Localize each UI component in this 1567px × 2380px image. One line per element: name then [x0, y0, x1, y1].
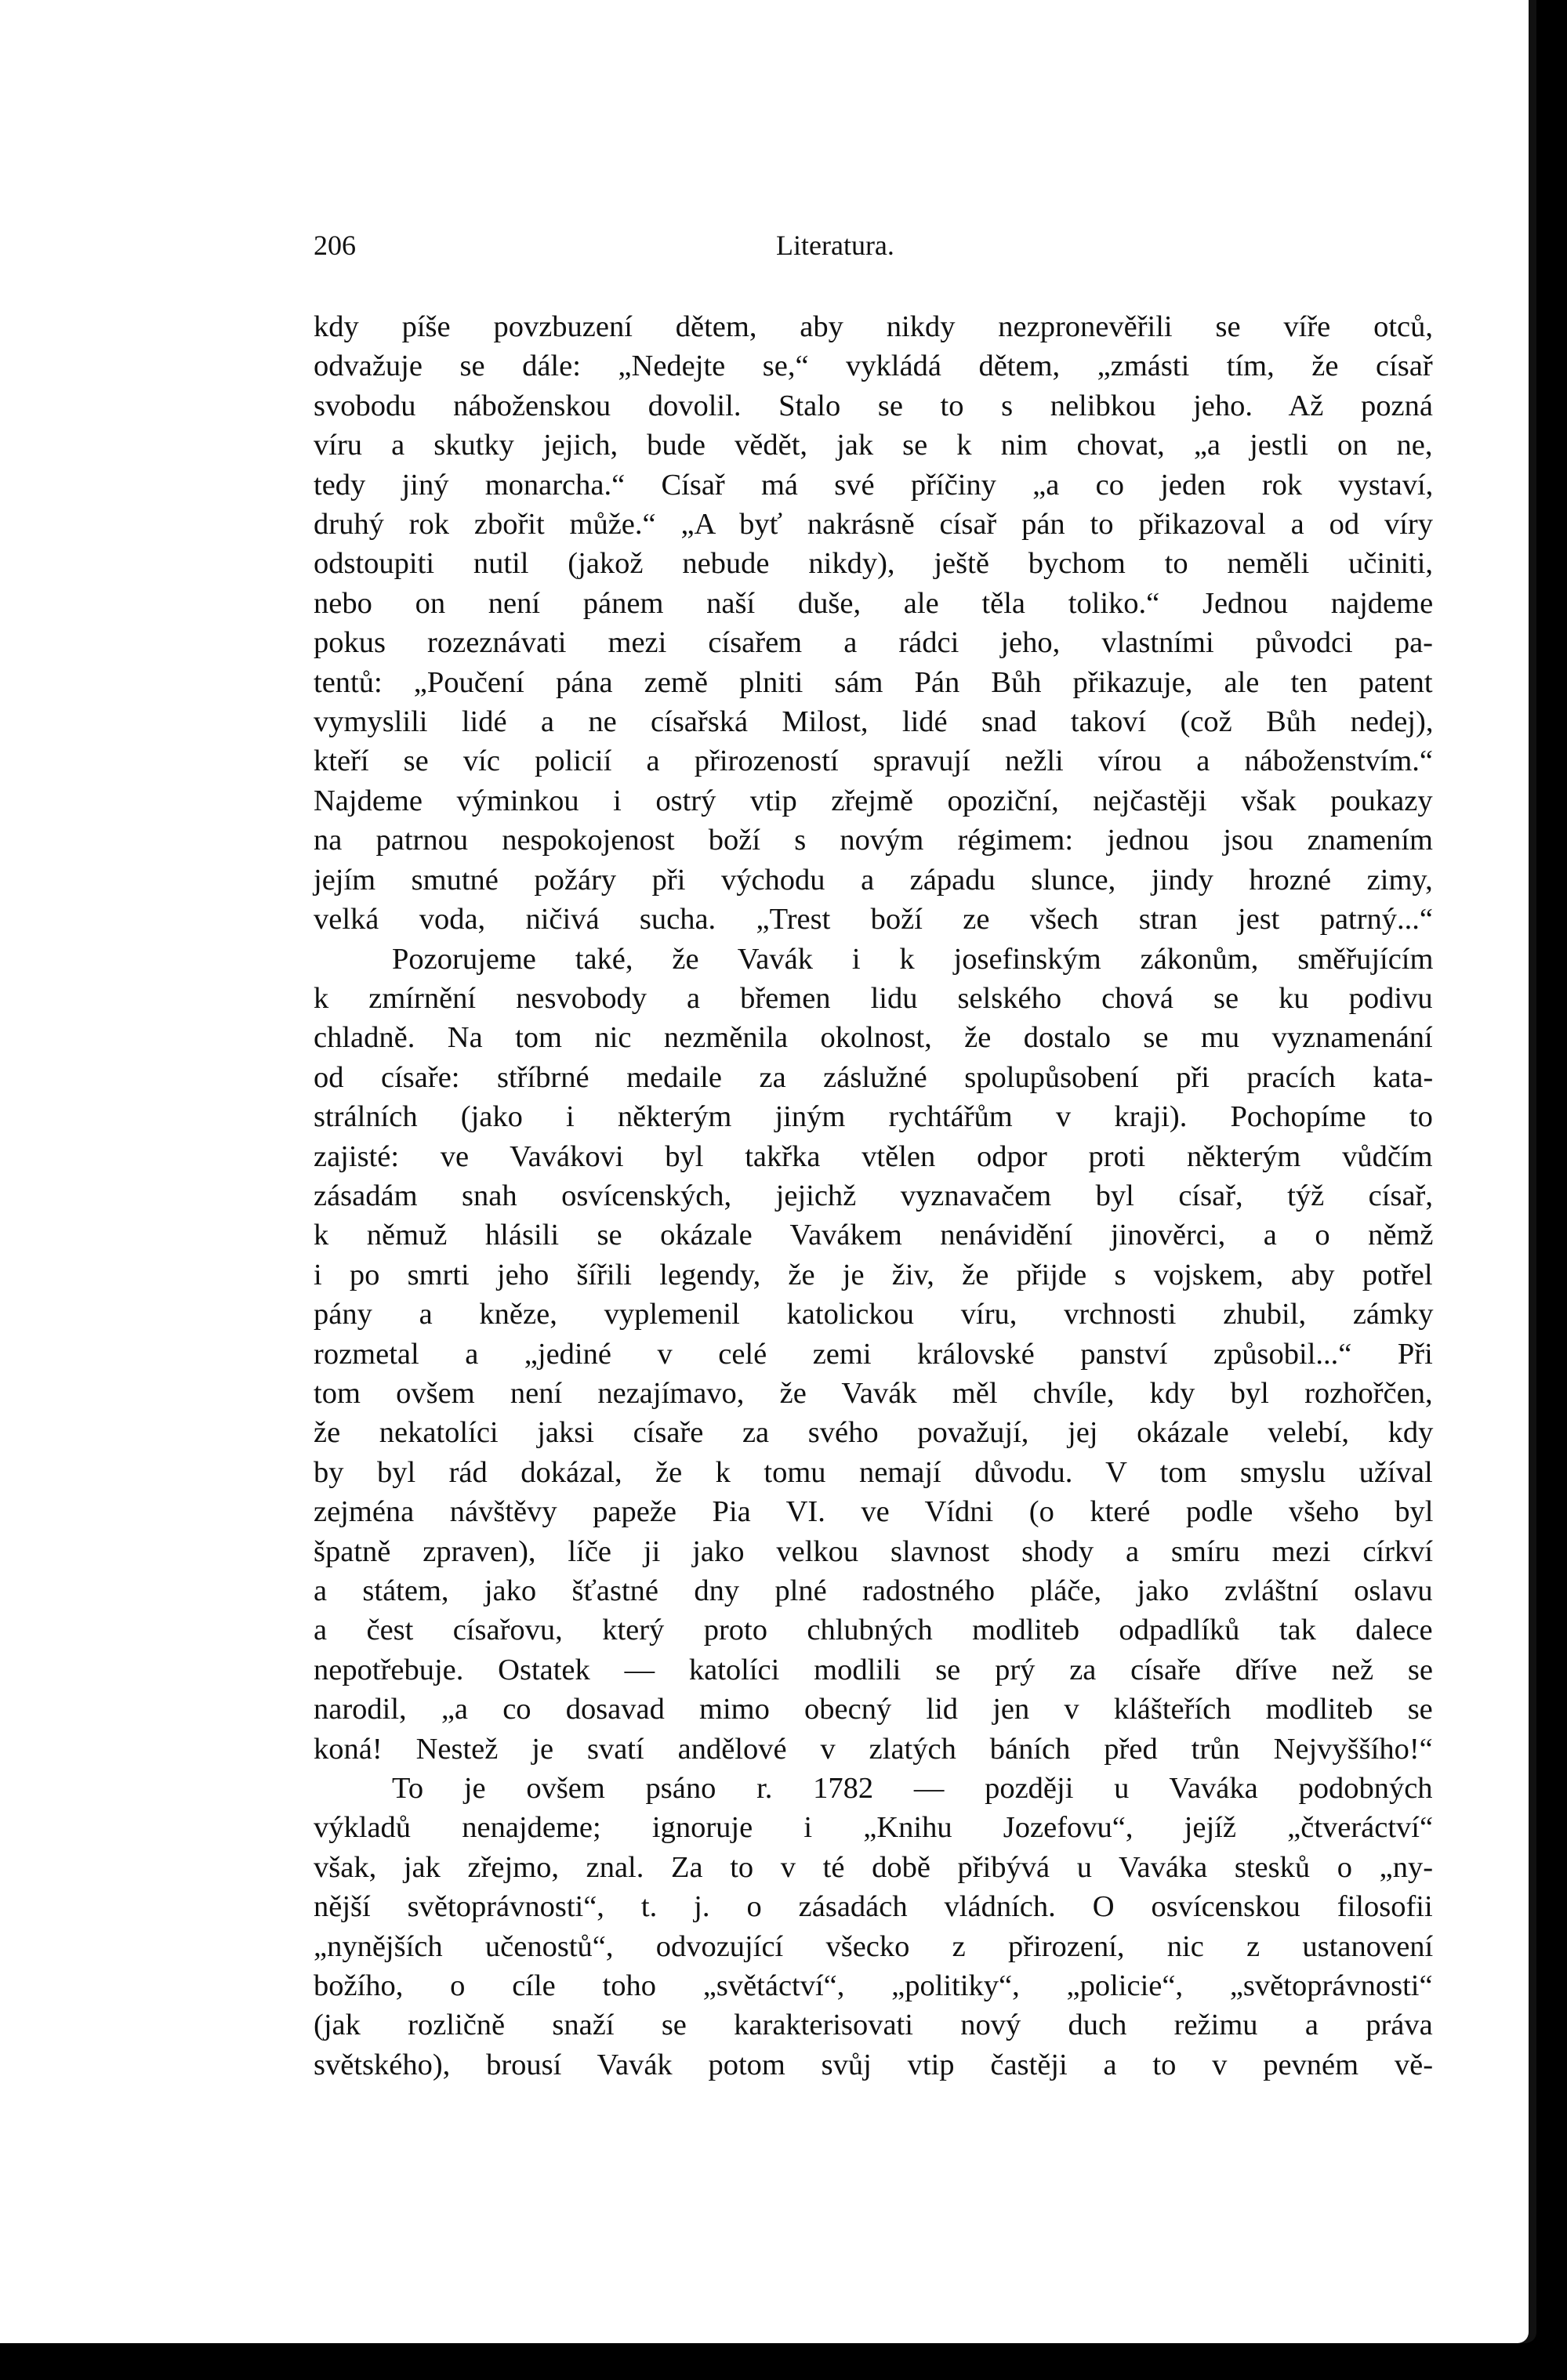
text-line: koná! Nestež je svatí andělové v zlatých báních před trůn Nejvyššího!“ — [314, 1732, 1433, 1766]
text-line: svobodu náboženskou dovolil. Stalo se to s nelibkou jeho. Až pozná — [314, 389, 1433, 422]
text-line: velká voda, ničivá sucha. „Trest boží ze všech stran jest patrný...“ — [314, 903, 1434, 936]
text-line: tom ovšem není nezajímavo, že Vavák měl chvíle, kdy byl rozhořčen, — [314, 1376, 1433, 1410]
text-line: „nynějších učenostů“, odvozující všecko z přirození, nic z ustanovení — [314, 1929, 1434, 1963]
text-line: by byl rád dokázal, že k tomu nemají důvodu. V tom smyslu užíval — [314, 1455, 1433, 1489]
text-line: chladně. Na tom nic nezměnila okolnost, že dostalo se mu vyznamenání — [314, 1021, 1433, 1055]
text-line: jejím smutné požáry při východu a západu slunce, jindy hrozné zimy, — [314, 863, 1433, 897]
text-line: nější světoprávnosti“, t. j. o zásadách vládních. O osvícenskou filosofii — [314, 1890, 1433, 1924]
text-line: k němuž hlásili se okázale Vavákem nenávidění jinověrci, a o němž — [314, 1219, 1434, 1252]
text-line: pokus rozeznávati mezi císařem a rádci jeho, vlastními původci pa- — [314, 626, 1433, 660]
text-line: vymyslili lidé a ne císařská Milost, lidé snad takoví (což Bůh nedej), — [314, 705, 1434, 739]
text-line: světského), brousí Vavák potom svůj vtip častěji a to v pevném vě- — [314, 2048, 1434, 2081]
body-text — [314, 307, 1433, 2085]
text-line: a státem, jako šťastné dny plné radostného pláče, jako zvláštní oslavu — [314, 1574, 1433, 1607]
text-line: zásadám snah osvícenských, jejichž vyznavačem byl císař, týž císař, — [314, 1179, 1433, 1212]
text-line: i po smrti jeho šířili legendy, že je živ, že přijde s vojskem, aby potřel — [314, 1258, 1433, 1291]
text-line: tentů: „Poučení pána země plniti sám Pán Bůh přikazuje, ale ten patent — [314, 665, 1433, 699]
text-line: k zmírnění nesvobody a břemen lidu selského chová se ku podivu — [314, 981, 1433, 1015]
text-line: zajisté: ve Vavákovi byl takřka vtělen odpor proti některým vůdčím — [314, 1139, 1433, 1173]
page-number: 206 — [314, 230, 356, 261]
running-title: Literatura. — [776, 230, 894, 261]
text-line: tedy jiný monarcha.“ Císař má své příčiny „a co jeden rok vystaví, — [314, 468, 1434, 502]
text-line: pány a kněze, vyplemenil katolickou víru, vrchnosti zhubil, zámky — [314, 1298, 1434, 1331]
text-line: kdy píše povzbuzení dětem, aby nikdy nezpronevěřili se víře otců, — [314, 310, 1434, 343]
text-line: božího, o cíle toho „světáctví“, „politiky“, „policie“, „světoprávnosti“ — [314, 1969, 1433, 2003]
text-line: nebo on není pánem naší duše, ale těla toliko.“ Jednou najdeme — [314, 586, 1434, 620]
text-line: narodil, „a co dosavad mimo obecný lid jen v klášteřích modliteb se — [314, 1693, 1433, 1726]
text-line: To je ovšem psáno r. 1782 — později u Vaváka podobných — [392, 1772, 1433, 1806]
text-line: že nekatolíci jaksi císaře za svého považují, jej okázale velebí, kdy — [314, 1416, 1434, 1450]
text-line: a čest císařovu, který proto chlubných modliteb odpadlíků tak dalece — [314, 1614, 1433, 1647]
text-line: od císaře: stříbrné medaile za záslužné spolupůsobení při pracích kata- — [314, 1060, 1434, 1094]
text-line: zejména návštěvy papeže Pia VI. ve Vídni (o které podle všeho byl — [314, 1495, 1434, 1529]
text-line: však, jak zřejmo, znal. Za to v té době přibývá u Vaváka stesků o „ny- — [314, 1850, 1434, 1884]
text-line: výkladů nenajdeme; ignoruje i „Knihu Jozefovu“, jejíž „čtveráctví“ — [314, 1811, 1434, 1845]
page-header — [314, 229, 1435, 268]
text-line: na patrnou nespokojenost boží s novým régimem: jednou jsou znamením — [314, 824, 1433, 857]
page-top-edge — [0, 0, 1529, 17]
text-line: nepotřebuje. Ostatek — katolíci modlili se prý za císaře dříve než se — [314, 1653, 1433, 1686]
text-line: kteří se víc policií a přirozeností spravují nežli vírou a náboženstvím.“ — [314, 744, 1434, 778]
text-line: Najdeme výminkou i ostrý vtip zřejmě opoziční, nejčastěji však poukazy — [314, 784, 1433, 817]
text-line: víru a skutky jejich, bude vědět, jak se k nim chovat, „a jestli on ne, — [314, 429, 1433, 462]
text-line: strálních (jako i některým jiným rychtářům v kraji). Pochopíme to — [314, 1100, 1433, 1134]
text-line: odstoupiti nutil (jakož nebude nikdy), ještě bychom to neměli učiniti, — [314, 547, 1434, 581]
text-line: Pozorujeme také, že Vavák i k josefinským zákonům, směřujícím — [392, 942, 1434, 976]
text-line: špatně zpraven), líče ji jako velkou slavnost shody a smíru mezi církví — [314, 1534, 1434, 1568]
text-line: druhý rok zbořit může.“ „A byť nakrásně císař pán to přikazoval a od víry — [314, 508, 1433, 542]
text-line: odvažuje se dále: „Nedejte se,“ vykládá dětem, „zmásti tím, že císař — [314, 350, 1433, 383]
text-line: (jak rozličně snaží se karakterisovati nový duch režimu a práva — [314, 2009, 1433, 2042]
text-line: rozmetal a „jediné v celé zemi královské panství způsobil...“ Při — [314, 1337, 1433, 1371]
